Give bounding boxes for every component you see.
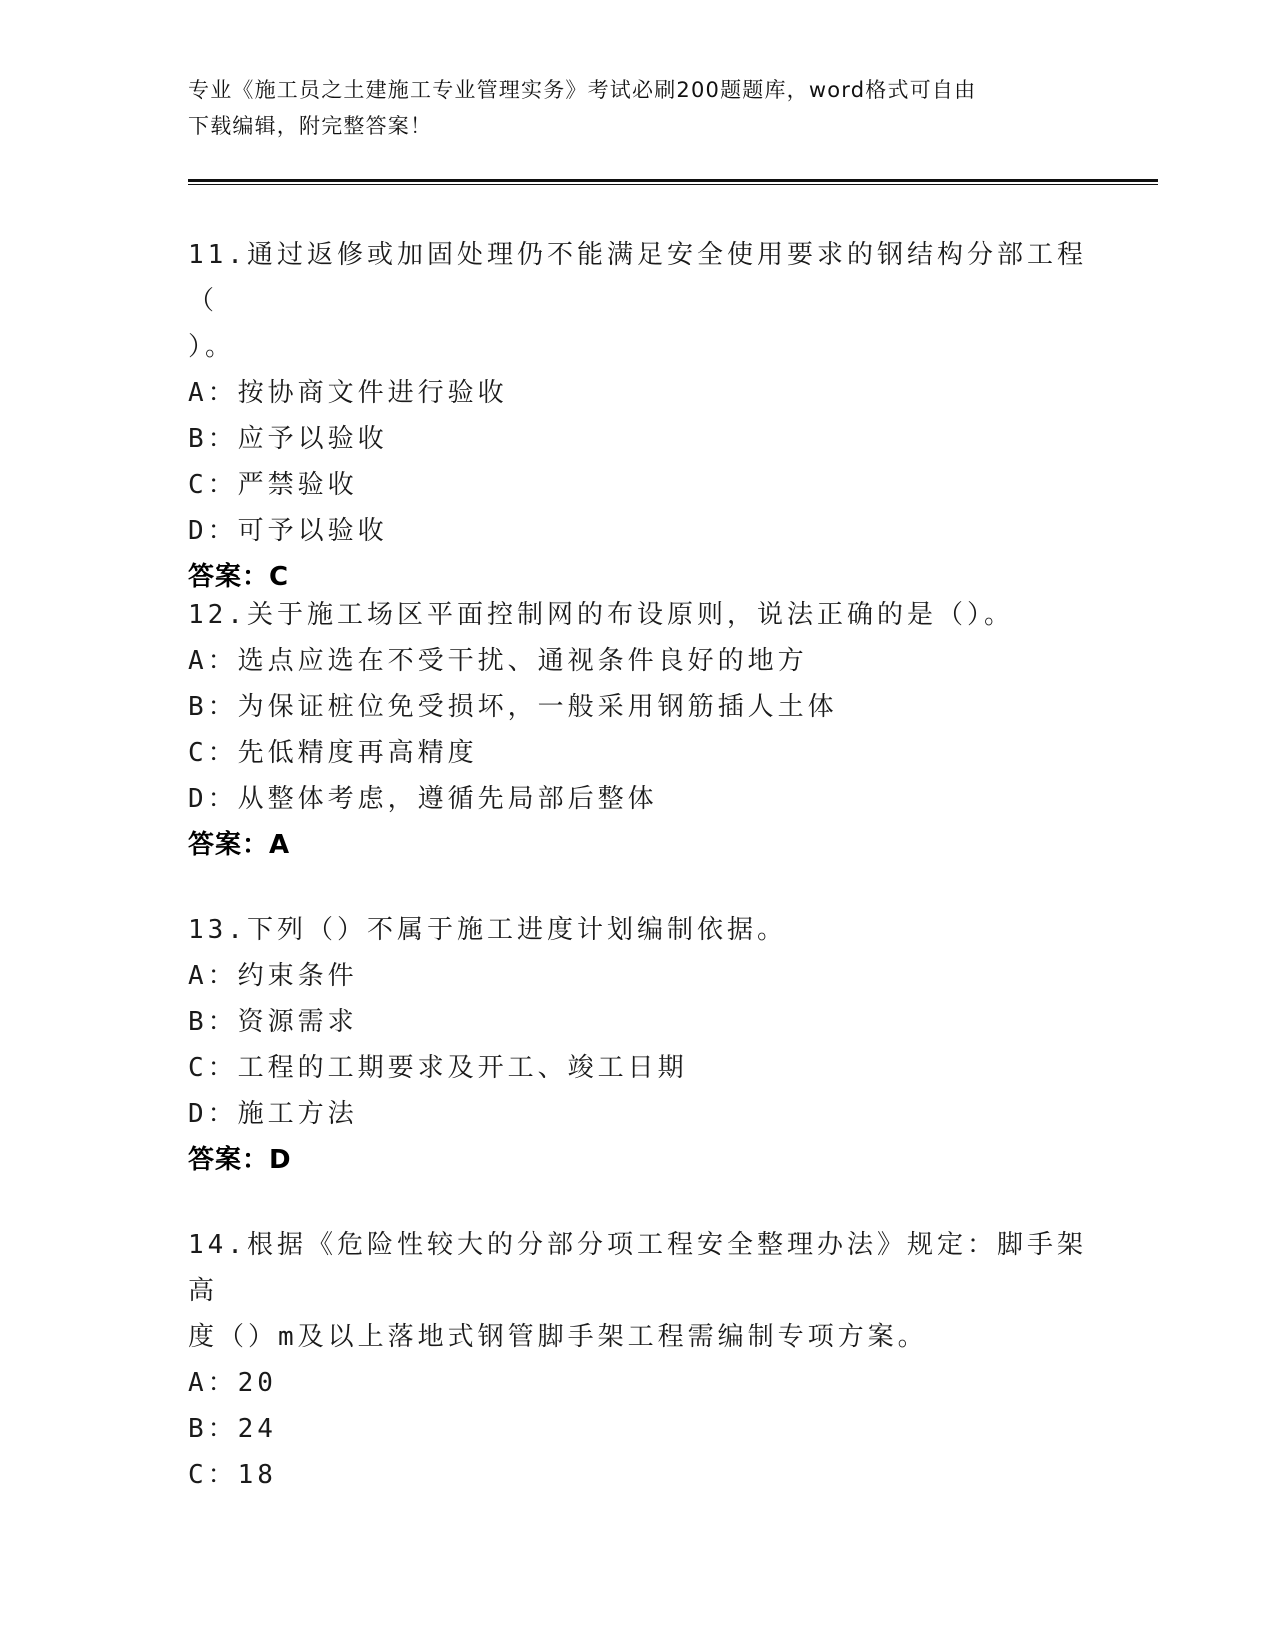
answer-label: 答案： [188,562,270,592]
answer-label: 答案： [188,1145,270,1175]
option-d: D：从整体考虑，遵循先局部后整体 [188,784,658,814]
question-12 [188,592,1088,868]
option-b: B：为保证桩位免受损坏，一般采用钢筋插人土体 [188,692,838,722]
question-stem: 11.通过返修或加固处理仍不能满足安全使用要求的钢结构分部工程（ [188,240,1087,316]
question-stem-continued: 度（）m及以上落地式钢管脚手架工程需编制专项方案。 [188,1322,928,1352]
option-d: D：可予以验收 [188,516,388,546]
option-b: B：资源需求 [188,1007,358,1037]
question-14 [188,1222,1088,1498]
header-divider-thick [188,179,1158,182]
option-c: C：先低精度再高精度 [188,738,478,768]
question-13 [188,907,1088,1183]
option-c: C：严禁验收 [188,470,358,500]
option-a: A：约束条件 [188,961,358,991]
question-11 [188,232,1088,600]
header-line-2: 下载编辑，附完整答案！ [188,114,433,138]
option-b: B：应予以验收 [188,424,388,454]
document-header [188,72,1088,144]
answer-line [188,822,1088,868]
question-stem: 12.关于施工场区平面控制网的布设原则，说法正确的是（）。 [188,600,1014,630]
header-line-1: 专业《施工员之土建施工专业管理实务》考试必刷200题题库，word格式可自由 [188,78,977,102]
question-stem-continued: ）。 [188,332,236,362]
option-d: D：施工方法 [188,1099,358,1129]
header-divider-thin [188,184,1158,185]
answer-line [188,1137,1088,1183]
answer-value: C [269,562,289,592]
answer-value: D [269,1145,291,1175]
option-a: A：按协商文件进行验收 [188,378,508,408]
option-a: A：20 [188,1368,277,1398]
option-c: C：工程的工期要求及开工、竣工日期 [188,1053,688,1083]
answer-label: 答案： [188,830,270,860]
option-a: A：选点应选在不受干扰、通视条件良好的地方 [188,646,808,676]
answer-value: A [269,830,290,860]
option-b: B：24 [188,1414,277,1444]
question-stem: 14.根据《危险性较大的分部分项工程安全整理办法》规定：脚手架高 [188,1230,1087,1306]
question-stem: 13.下列（）不属于施工进度计划编制依据。 [188,915,787,945]
option-c: C：18 [188,1460,277,1490]
